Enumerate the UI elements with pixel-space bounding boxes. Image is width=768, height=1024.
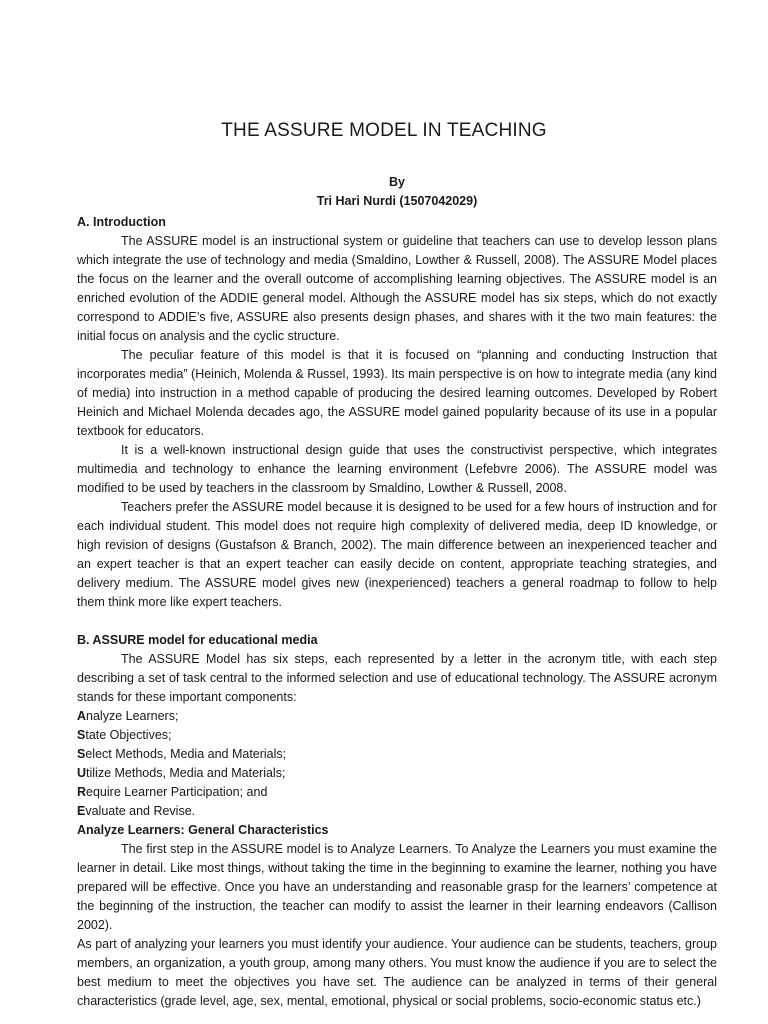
paragraph: The ASSURE model is an instructional system or guideline that teachers can use to develop lesson plans which integrate the use of technology and media (Smaldino, Lowther & Russell, 2008). The ASSURE Model places the focus on the learner and the overall outcome of accomplishing learning objectives. The ASSURE model is an enriched evolution of the ADDIE general model. Although the ASSURE model has six steps, which do not exactly correspond to ADDIE’s five, ASSURE also presents design phases, and shares with it the two main features: the initial focus on analysis and the cyclic structure.	[77, 234, 717, 343]
section-heading-assure-media: B. ASSURE model for educational media	[77, 633, 318, 647]
paragraph: The ASSURE Model has six steps, each represented by a letter in the acronym title, with each step describing a set of task central to the informed selection and use of educational technology. The ASSURE acronym stands for these important components:	[77, 652, 717, 704]
list-item-text: equire Learner Participation; and	[86, 785, 268, 799]
paragraph: It is a well-known instructional design guide that uses the constructivist perspective, which integrates multimedia and technology to enhance the learning environment (Lefebvre 2006). The ASSURE model was modified to be used by teachers in the classroom by Smaldino, Lowther & Russell, 2008.	[77, 443, 717, 495]
document-title: THE ASSURE MODEL IN TEACHING	[221, 120, 547, 141]
list-item	[77, 802, 717, 821]
list-item	[77, 764, 717, 783]
acronym-letter: R	[77, 785, 87, 799]
section-heading-analyze-learners: Analyze Learners: General Characteristics	[77, 823, 329, 837]
list-item-text: elect Methods, Media and Materials;	[85, 747, 287, 761]
list-item	[77, 745, 717, 764]
byline-by: By	[389, 175, 405, 189]
acronym-letter: A	[77, 709, 87, 723]
list-item-text: nalyze Learners;	[86, 709, 179, 723]
list-item	[77, 707, 717, 726]
list-item-text: valuate and Revise.	[85, 804, 196, 818]
acronym-letter: U	[77, 766, 87, 780]
author-line: Tri Hari Nurdi (1507042029)	[316, 194, 478, 208]
section-heading-introduction: A. Introduction	[77, 215, 166, 229]
acronym-letter: E	[77, 804, 86, 818]
list-item	[77, 726, 717, 745]
paragraph: As part of analyzing your learners you must identify your audience. Your audience can be students, teachers, group members, an organization, a youth group, among many others. You must know the audience if you are to select the best medium to meet the objectives you have set. The audience can be analyzed in terms of their general characteristics (grade level, age, sex, mental, emotional, physical or social problems, socio-economic status etc.)	[77, 937, 717, 1008]
paragraph: Teachers prefer the ASSURE model because it is designed to be used for a few hours of instruction and for each individual student. This model does not require high complexity of delivered media, deep ID knowledge, or high revision of designs (Gustafson & Branch, 2002). The main difference between an inexperienced teacher and an expert teacher is that an expert teacher can easily decide on content, appropriate teaching strategies, and delivery medium. The ASSURE model gives new (inexperienced) teachers a general roadmap to follow to help them think more like expert teachers.	[77, 500, 717, 609]
paragraph: The peculiar feature of this model is that it is focused on “planning and conducting Instruction that incorporates media” (Heinich, Molenda & Russel, 1993). Its main perspective is on how to integrate media (any kind of media) into instruction in a method capable of producing the desired learning outcomes. Developed by Robert Heinich and Michael Molenda decades ago, the ASSURE model gained popularity because of its use in a popular textbook for educators.	[77, 348, 717, 438]
document-body	[77, 213, 717, 1011]
list-item-text: tilize Methods, Media and Materials;	[86, 766, 286, 780]
list-item-text: tate Objectives;	[85, 728, 172, 742]
acronym-letter: S	[77, 728, 86, 742]
list-item	[77, 783, 717, 802]
acronym-letter: S	[77, 747, 86, 761]
paragraph: The first step in the ASSURE model is to Analyze Learners. To Analyze the Learners you must examine the learner in detail. Like most things, without taking the time in the beginning to examine the learner, nothing you have prepared will be effective. Once you have an understanding and reasonable grasp for the learners’ competence at the beginning of the instruction, the teacher can modify to assist the learner in their learning endeavors (Callison 2002).	[77, 842, 717, 932]
